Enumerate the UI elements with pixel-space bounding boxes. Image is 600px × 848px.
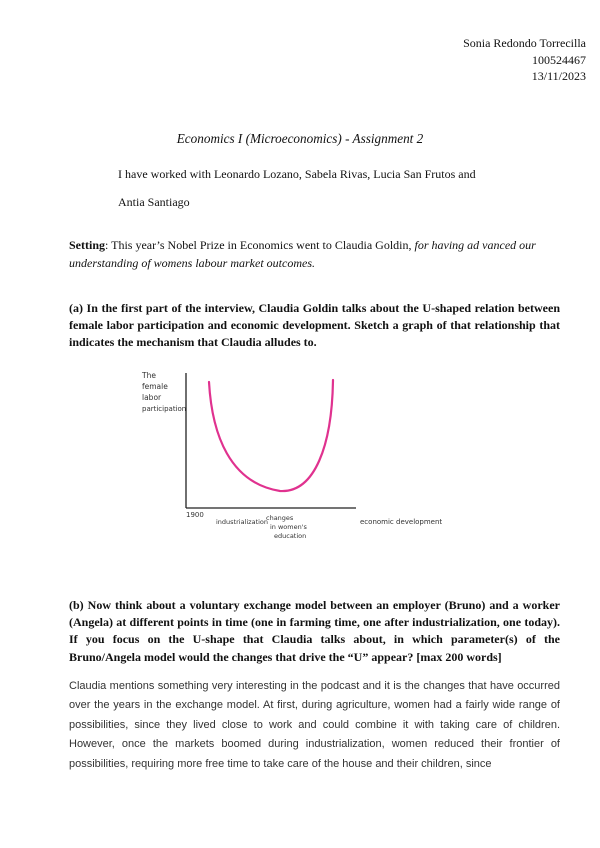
y-label-line-4: participation [142, 405, 187, 413]
setting-label: Setting [69, 238, 105, 252]
x-tick-changes-line-2: in women's [270, 523, 307, 531]
u-shape-sketch [120, 365, 460, 545]
setting-italic-text: for having ad vanced our understanding of womens labour market outcomes. [69, 238, 536, 270]
question-b: (b) Now think about a voluntary exchange model between an employer (Bruno) and a worker (Angela) at different points in time (one in farming time, one after industrialization, one today). If you focus on the U-shape that Claudia talks about, in which parameter(s) of the Bruno/Angela model would the changes that drive the “U” appear? [max 200 words] [69, 598, 560, 664]
y-label-line-3: labor [142, 393, 162, 402]
setting-text: : This year’s Nobel Prize in Economics went to Claudia Goldin, [105, 238, 415, 252]
question-a: (a) In the first part of the interview, Claudia Goldin talks about the U-shaped relation between female labor participation and economic development. Sketch a graph of that relationship that indicates the mechanism that Claudia alludes to. [69, 301, 560, 350]
author-header [463, 35, 586, 85]
x-tick-industrialization: industrialization [216, 518, 269, 526]
answer-paragraph: Claudia mentions something very interesting in the podcast and it is the changes that have occurred over the years in the exchange model. At first, during agriculture, women had a fairly wide range of possibilities, since they lived close to work and could combine it with taking care of children. However, once the markets boomed during industrialization, women reduced their frontier of possibilities, requiring more free time to take care of the house and their children, since [69, 680, 560, 770]
submission-date: 13/11/2023 [531, 69, 586, 83]
y-label-line-1: The [142, 371, 156, 380]
document-title: Economics I (Microeconomics) - Assignment 2 [176, 131, 424, 146]
x-tick-changes-line-1: changes [266, 514, 294, 522]
y-label-line-2: female [142, 382, 168, 391]
x-tick-changes-in-education [266, 514, 308, 540]
x-axis-label: economic development [360, 518, 443, 526]
y-axis-label [141, 371, 186, 413]
author-name: Sonia Redondo Torrecilla [463, 36, 586, 50]
student-id: 100524467 [532, 52, 586, 67]
collaborators-line-2: Antia Santiago [118, 195, 190, 209]
x-tick-changes-line-3: education [274, 532, 307, 540]
setting-paragraph [69, 237, 547, 272]
collaborators-line-1: I have worked with Leonardo Lozano, Sabela Rivas, Lucia San Frutos and [118, 167, 476, 181]
x-tick-1900: 1900 [186, 511, 204, 519]
u-curve [209, 380, 333, 491]
